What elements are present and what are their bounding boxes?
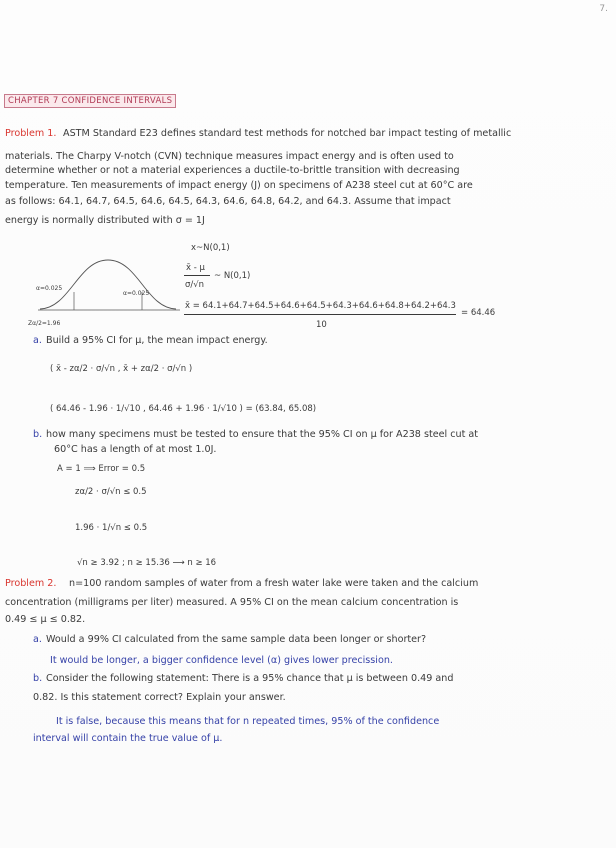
p1a-calc: ( 64.46 - 1.96 · 1/√10 , 64.46 + 1.96 · 1/√10 ) = (63.84, 65.08): [50, 404, 317, 414]
p1b-work1: A = 1 ⟹ Error = 0.5: [57, 464, 146, 474]
problem2-line1: n=100 random samples of water from a fresh water lake were taken and the calcium: [69, 578, 479, 589]
alpha-right-label: α=0.025: [123, 290, 150, 297]
z-dist: ~ N(0,1): [214, 271, 251, 281]
problem2-label: Problem 2.: [5, 578, 57, 589]
problem1-line6: energy is normally distributed with σ = 1J: [5, 215, 205, 226]
p2b-answer1: It is false, because this means that for n repeated times, 95% of the confidence: [56, 716, 440, 727]
alpha-left-label: α=0.025: [36, 285, 63, 292]
p1a-text: Build a 95% CI for μ, the mean impact energy.: [46, 335, 268, 346]
p1b-work3: 1.96 · 1/√n ≤ 0.5: [75, 523, 148, 533]
page-number: 7.: [599, 4, 608, 14]
p1b-work2: zα/2 · σ/√n ≤ 0.5: [75, 487, 147, 497]
problem1-label: Problem 1.: [5, 128, 57, 139]
p1b-label: b.: [33, 429, 43, 440]
mean-frac-bar: [184, 314, 456, 315]
p2b-answer2: interval will contain the true value of μ.: [33, 733, 223, 744]
p1b-line1: how many specimens must be tested to ensure that the 95% CI on μ for A238 steel cut at: [46, 429, 479, 440]
p1b-line2: 60°C has a length of at most 1.0J.: [54, 444, 217, 455]
p2a-question: Would a 99% CI calculated from the same sample data been longer or shorter?: [46, 634, 427, 645]
dist-note: x~N(0,1): [191, 243, 230, 253]
problem1-line5: as follows: 64.1, 64.7, 64.5, 64.6, 64.5, 64.3, 64.6, 64.8, 64.2, and 64.3. Assume that impact: [5, 196, 451, 207]
problem1-line3: determine whether or not a material experiences a ductile-to-brittle transition with decreasing: [5, 165, 460, 176]
p2b-line2: 0.82. Is this statement correct? Explain your answer.: [33, 692, 286, 703]
p2a-label: a.: [33, 634, 42, 645]
z-frac-den: σ/√n: [185, 280, 205, 290]
chapter-title: CHAPTER 7 CONFIDENCE INTERVALS: [4, 94, 176, 108]
mean-calc: x̄ = 64.1+64.7+64.5+64.6+64.5+64.3+64.6+64.8+64.2+64.3: [185, 301, 456, 311]
z-critical-label: Zα/2=1.96: [28, 320, 61, 327]
p2b-label: b.: [33, 673, 43, 684]
mean-den: 10: [316, 320, 327, 330]
p2a-answer: It would be longer, a bigger confidence level (α) gives lower precission.: [50, 655, 393, 666]
p2b-line1: Consider the following statement: There is a 95% chance that μ is between 0.49 and: [46, 673, 454, 684]
problem1-line1: ASTM Standard E23 defines standard test methods for notched bar impact testing of metallic: [63, 128, 512, 139]
mean-result: = 64.46: [461, 308, 496, 318]
z-frac-num: x̄ - μ: [186, 263, 205, 273]
p1a-formula: ( x̄ - zα/2 · σ/√n , x̄ + zα/2 · σ/√n ): [50, 364, 193, 374]
problem1-line4: temperature. Ten measurements of impact energy (J) on specimens of A238 steel cut at 60°C are: [5, 180, 473, 191]
p1b-work4: √n ≥ 3.92 ; n ≥ 15.36 ⟶ n ≥ 16: [77, 558, 217, 568]
problem2-line3: 0.49 ≤ μ ≤ 0.82.: [5, 614, 86, 625]
problem2-line2: concentration (milligrams per liter) measured. A 95% CI on the mean calcium concentration is: [5, 597, 459, 608]
problem1-line2: materials. The Charpy V-notch (CVN) technique measures impact energy and is often used to: [5, 151, 454, 162]
p1a-label: a.: [33, 335, 42, 346]
